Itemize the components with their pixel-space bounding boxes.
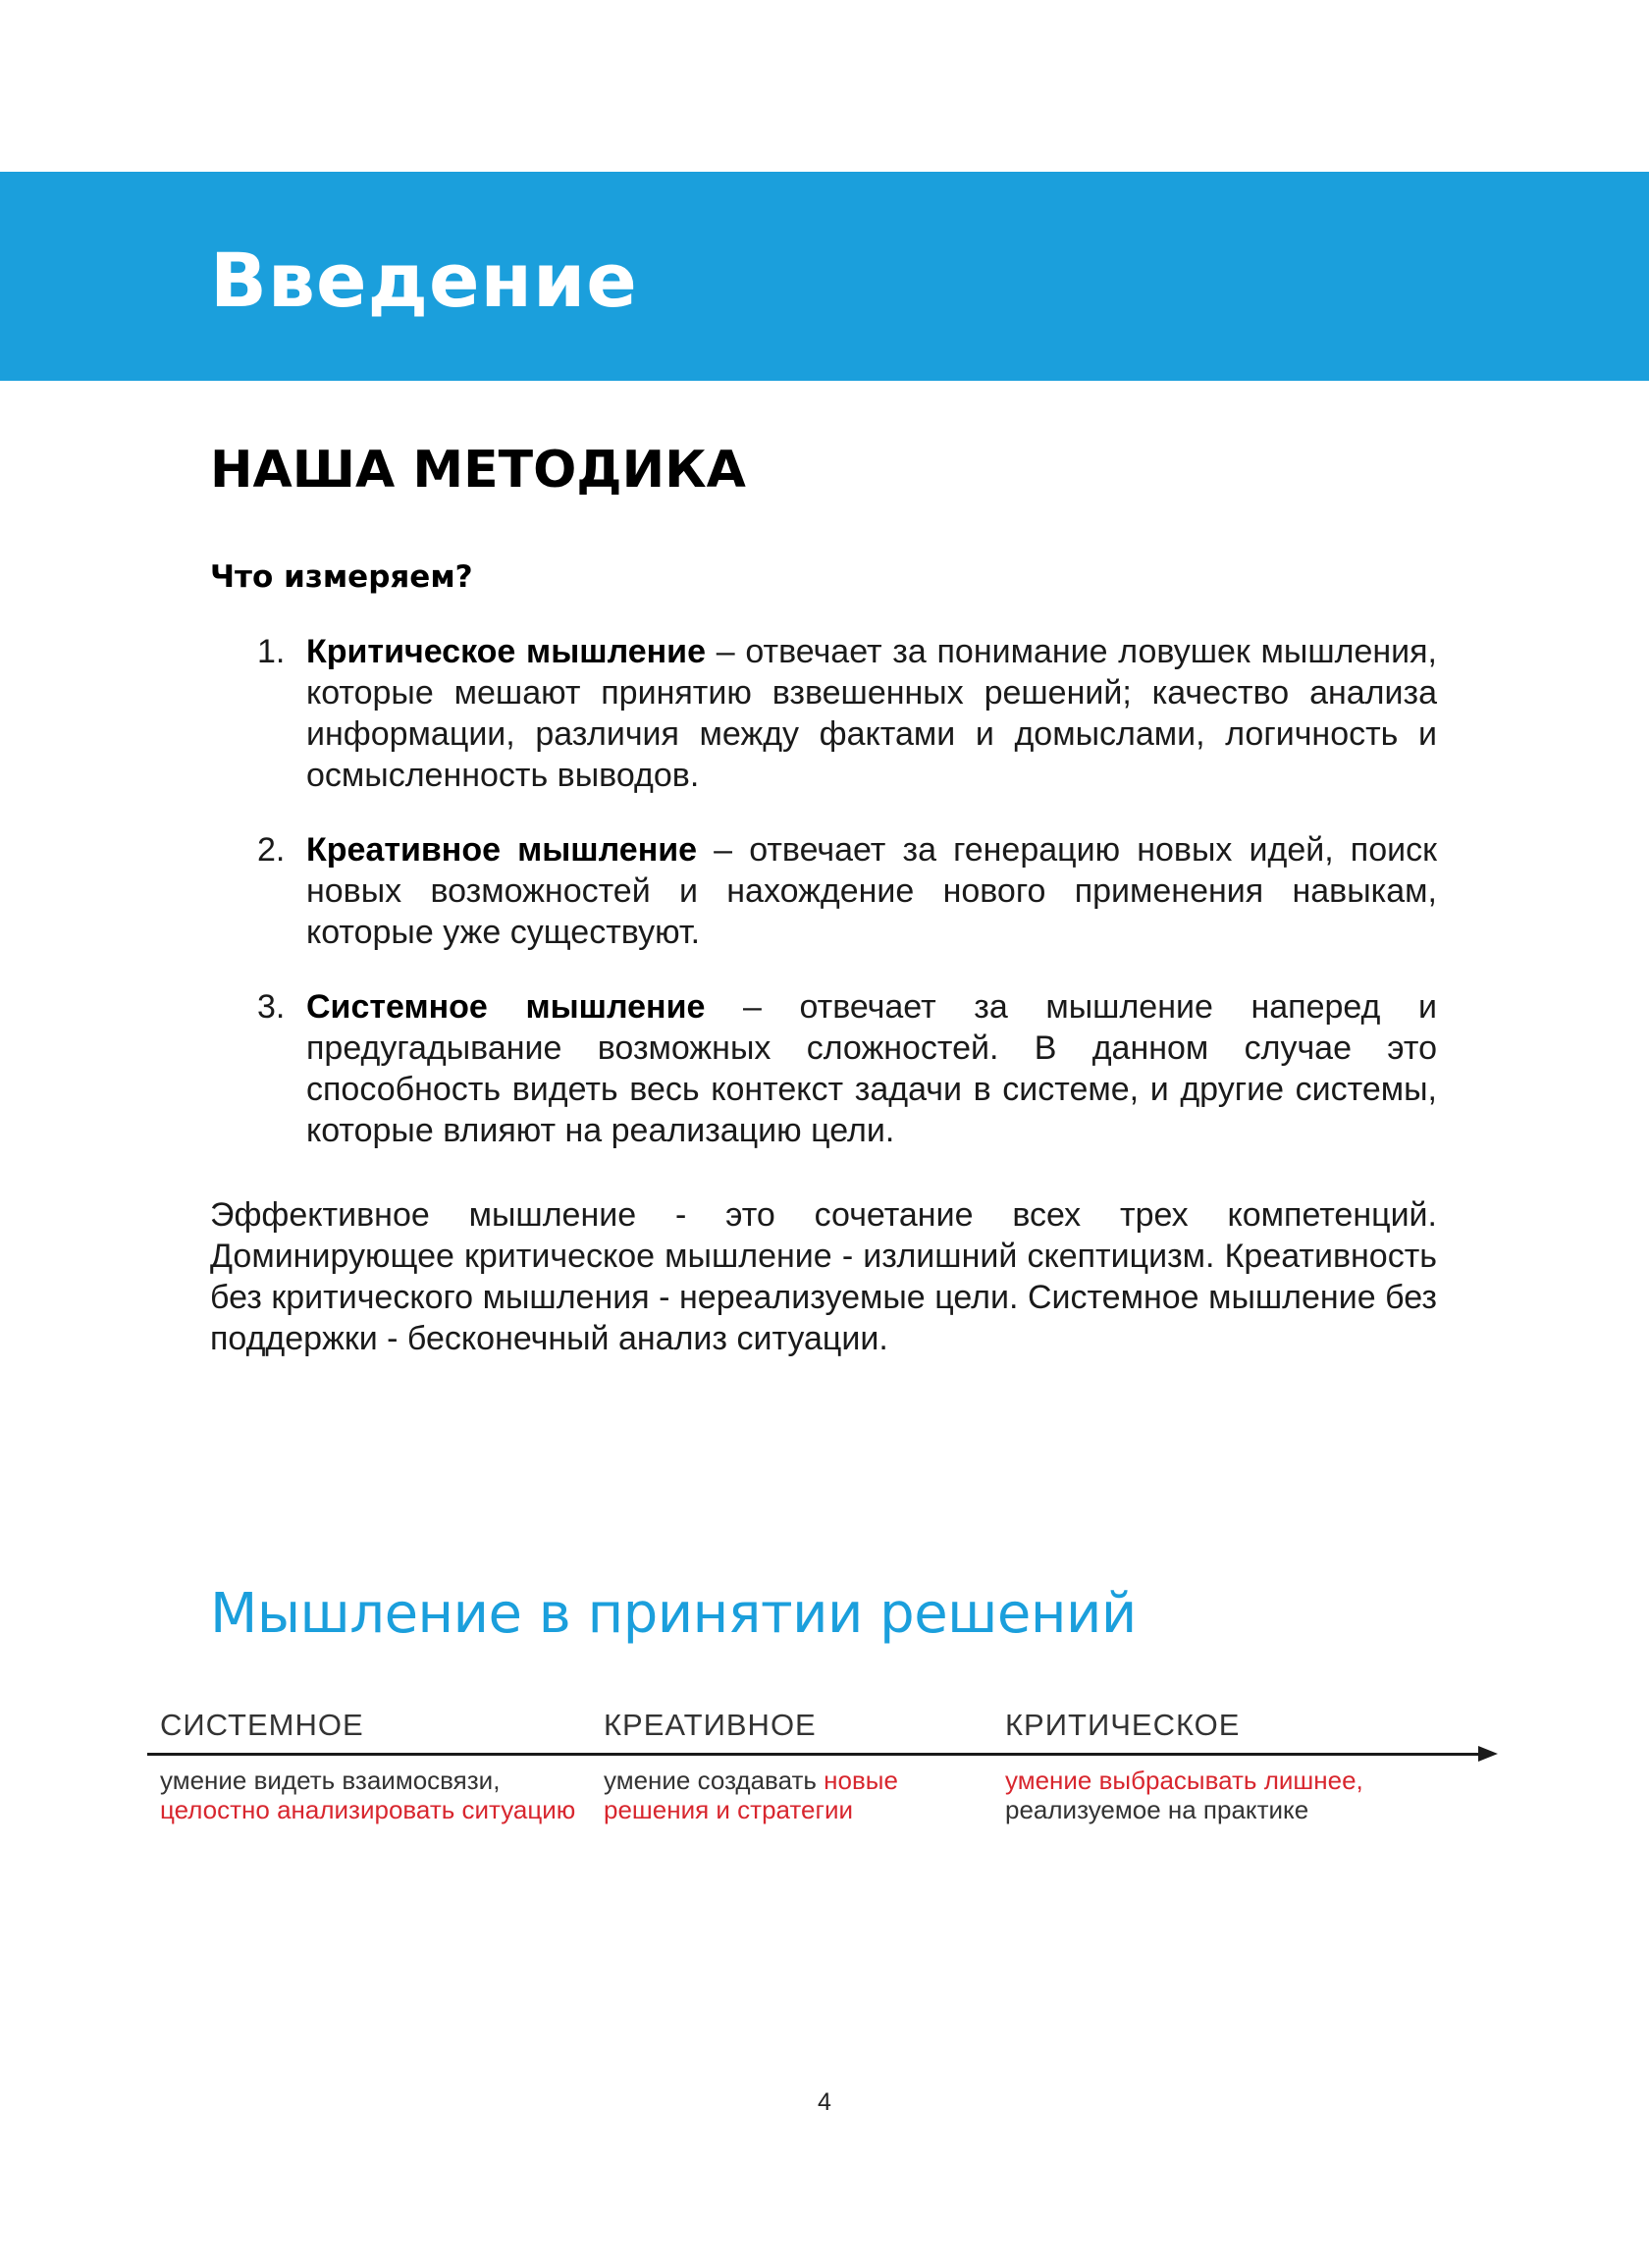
thinking-title: Мышление в принятии решений xyxy=(210,1582,1137,1646)
timeline-column-systemic xyxy=(160,1710,582,1824)
list-text: – отвечает за понимание ловушек мышления, которые мешают принятию взвешенных решений; качество анализа информации, различия между фактами и домыслами, логичность и осмысленность выводов. xyxy=(306,633,1437,794)
desc-dark: умение создавать xyxy=(604,1766,817,1795)
timeline-column-critical xyxy=(1005,1710,1447,1824)
section-title: НАША МЕТОДИКА xyxy=(210,441,746,500)
column-label: СИСТЕМНОЕ xyxy=(160,1708,364,1742)
desc-dark: реализуемое на практике xyxy=(1005,1795,1309,1824)
desc-highlight: новые решения и стратегии xyxy=(604,1766,898,1824)
summary-paragraph: Эффективное мышление - это сочетание всех трех компетенций. Доминирующее критическое мышление - излишний скептицизм. Креативность без критического мышления - нереализуемые цели. Системное мышление без поддержки - бесконечный анализ ситуации. xyxy=(210,1196,1437,1357)
list-number: 2. xyxy=(257,831,286,869)
desc-highlight: умение выбрасывать лишнее, xyxy=(1005,1766,1363,1795)
page-title: Введение xyxy=(210,237,638,324)
column-description xyxy=(604,1766,996,1824)
list-item xyxy=(257,829,1437,953)
desc-highlight: целостно анализировать ситуацию xyxy=(160,1795,576,1824)
column-label: КРЕАТИВНОЕ xyxy=(604,1708,817,1742)
column-description xyxy=(1005,1766,1447,1824)
page-number: 4 xyxy=(818,2088,831,2116)
column-description xyxy=(160,1766,582,1824)
desc-dark: умение видеть взаимосвязи, xyxy=(160,1766,501,1795)
list-term: Креативное мышление xyxy=(306,831,698,869)
list-term: Системное мышление xyxy=(306,988,706,1026)
list-text: – отвечает за генерацию новых идей, поиск новых возможностей и нахождение нового применения навыкам, которые уже существуют. xyxy=(306,831,1437,951)
list-term: Критическое мышление xyxy=(306,633,706,670)
column-label: КРИТИЧЕСКОЕ xyxy=(1005,1708,1241,1742)
list-number: 1. xyxy=(257,633,286,670)
list-text: – отвечает за мышление наперед и предугадывание возможных сложностей. В данном случае это способность видеть весь контекст задачи в системе, и другие системы, которые влияют на реализацию цели. xyxy=(306,988,1437,1149)
list-item xyxy=(257,631,1437,796)
list-item xyxy=(257,986,1437,1151)
timeline-column-creative xyxy=(604,1710,996,1824)
competency-list xyxy=(257,631,1437,1185)
list-number: 3. xyxy=(257,988,286,1026)
section-subhead: Что измеряем? xyxy=(210,559,473,595)
timeline-arrow-icon xyxy=(1478,1746,1498,1762)
